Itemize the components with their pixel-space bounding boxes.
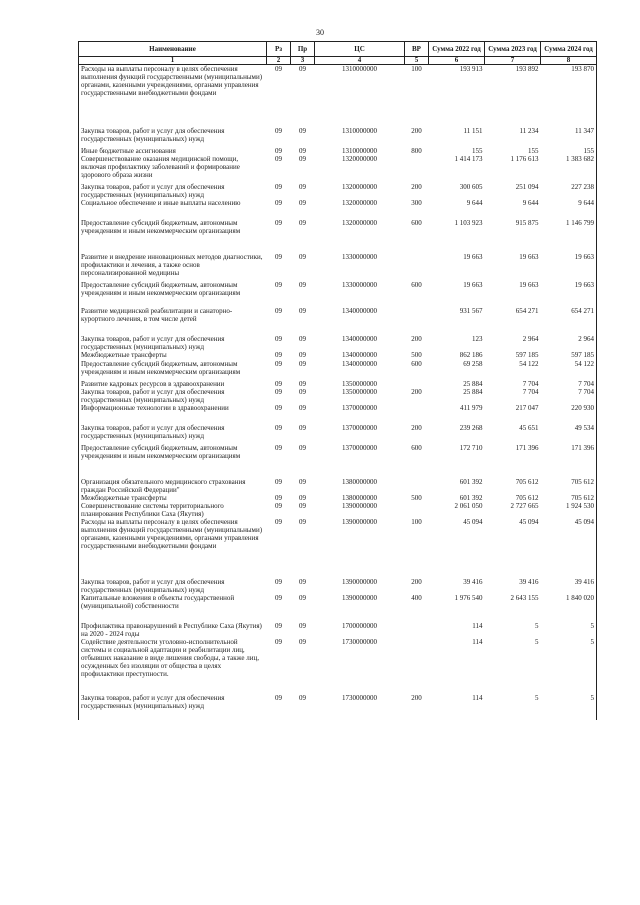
table-body bbox=[79, 65, 597, 720]
row-rz: 09 bbox=[275, 146, 282, 155]
row-sum-2024: 5 bbox=[541, 694, 597, 720]
row-sum-2022: 1 976 540 bbox=[454, 593, 483, 602]
row-pr: 09 bbox=[299, 146, 306, 155]
table-row bbox=[79, 478, 597, 494]
row-sum-2023: 19 663 bbox=[519, 252, 539, 261]
row-sum-2024: 1 924 530 bbox=[541, 502, 597, 518]
row-name: Закупка товаров, работ и услуг для обеспечения государственных (муниципальных) нужд bbox=[79, 127, 267, 147]
row-vr bbox=[405, 307, 429, 335]
row-sum-2022: 69 258 bbox=[463, 359, 483, 368]
table-row bbox=[79, 335, 597, 351]
row-rz: 09 bbox=[275, 182, 282, 191]
row-name: Предоставление субсидий бюджетным, автономным учреждениям и иным некоммерческим организациям bbox=[79, 219, 267, 253]
column-index: 3 bbox=[291, 57, 315, 65]
row-sum-2024: 7 704 bbox=[541, 388, 597, 404]
table-row bbox=[79, 199, 597, 219]
row-name: Информационные технологии в здравоохранении bbox=[79, 404, 267, 424]
header-sum-2024: Сумма 2024 год bbox=[541, 42, 597, 57]
row-cs: 1370000000 bbox=[342, 403, 377, 412]
row-sum-2024: 2 964 bbox=[541, 335, 597, 351]
page-number: 30 bbox=[316, 28, 324, 37]
row-rz: 09 bbox=[275, 218, 282, 227]
row-cs: 1340000000 bbox=[342, 334, 377, 343]
row-sum-2023: 2 964 bbox=[522, 334, 539, 343]
row-vr bbox=[405, 155, 429, 183]
row-vr: 200 bbox=[411, 577, 422, 586]
row-name: Предоставление субсидий бюджетным, автономным учреждениям и иным некоммерческим организациям bbox=[79, 444, 267, 478]
row-pr: 09 bbox=[299, 306, 306, 315]
row-sum-2024: 193 870 bbox=[541, 65, 597, 127]
row-sum-2023: 19 663 bbox=[519, 280, 539, 289]
row-name: Социальное обеспечение и иные выплаты населению bbox=[79, 199, 267, 219]
row-cs: 1730000000 bbox=[342, 693, 377, 702]
row-sum-2023: 171 396 bbox=[515, 443, 539, 452]
row-vr bbox=[405, 404, 429, 424]
row-sum-2024: 5 bbox=[541, 638, 597, 694]
table-row bbox=[79, 253, 597, 281]
row-pr: 09 bbox=[299, 693, 306, 702]
table-row bbox=[79, 578, 597, 594]
row-cs: 1320000000 bbox=[342, 198, 377, 207]
row-pr: 09 bbox=[299, 517, 306, 526]
row-rz: 09 bbox=[275, 334, 282, 343]
row-vr: 600 bbox=[411, 359, 422, 368]
row-sum-2023: 193 892 bbox=[515, 65, 539, 73]
row-pr: 09 bbox=[299, 423, 306, 432]
column-index: 4 bbox=[315, 57, 405, 65]
table-row bbox=[79, 424, 597, 444]
row-rz: 09 bbox=[275, 359, 282, 368]
table-row bbox=[79, 360, 597, 380]
column-index: 7 bbox=[485, 57, 541, 65]
row-sum-2024: 654 271 bbox=[541, 307, 597, 335]
row-cs: 1320000000 bbox=[342, 182, 377, 191]
row-rz: 09 bbox=[275, 443, 282, 452]
row-sum-2024: 155 bbox=[541, 147, 597, 155]
row-cs: 1320000000 bbox=[342, 218, 377, 227]
row-vr: 400 bbox=[411, 593, 422, 602]
row-vr bbox=[405, 478, 429, 494]
row-sum-2024: 227 238 bbox=[541, 183, 597, 199]
row-rz: 09 bbox=[275, 198, 282, 207]
row-sum-2022: 601 392 bbox=[459, 477, 483, 486]
row-pr: 09 bbox=[299, 252, 306, 261]
row-rz: 09 bbox=[275, 306, 282, 315]
row-sum-2024: 1 840 020 bbox=[541, 594, 597, 622]
row-cs: 1350000000 bbox=[342, 387, 377, 396]
row-cs: 1380000000 bbox=[342, 477, 377, 486]
row-sum-2022: 9 644 bbox=[466, 198, 483, 207]
table-row bbox=[79, 155, 597, 183]
row-sum-2024: 11 347 bbox=[541, 127, 597, 147]
row-sum-2022: 19 663 bbox=[463, 280, 483, 289]
row-sum-2022: 25 884 bbox=[463, 379, 483, 388]
row-cs: 1390000000 bbox=[342, 501, 377, 510]
row-pr: 09 bbox=[299, 334, 306, 343]
row-sum-2022: 601 392 bbox=[459, 493, 483, 502]
row-pr: 09 bbox=[299, 443, 306, 452]
row-sum-2023: 11 234 bbox=[519, 126, 539, 135]
column-index: 1 bbox=[79, 57, 267, 65]
row-sum-2022: 114 bbox=[472, 637, 483, 646]
row-name: Закупка товаров, работ и услуг для обеспечения государственных (муниципальных) нужд bbox=[79, 424, 267, 444]
row-vr: 200 bbox=[411, 182, 422, 191]
row-sum-2022: 123 bbox=[472, 334, 483, 343]
row-name: Содействие деятельности уголовно-исполнительной системы и социальной адаптации и реабилитации лиц, отбывших наказание в виде лишения свободы, а также лиц, осужденных без изоляции от общества в целях профилактики преступности. bbox=[79, 638, 267, 694]
row-name: Развитие медицинской реабилитации и санаторно-курортного лечения, в том числе детей bbox=[79, 307, 267, 335]
row-name: Профилактика правонарушений в Республике Саха (Якутия) на 2020 - 2024 годы bbox=[79, 622, 267, 638]
row-sum-2022: 11 151 bbox=[463, 126, 483, 135]
table-row bbox=[79, 183, 597, 199]
row-sum-2022: 239 268 bbox=[459, 423, 483, 432]
row-sum-2023: 5 bbox=[535, 621, 539, 630]
table-row bbox=[79, 444, 597, 478]
row-sum-2024: 597 185 bbox=[541, 351, 597, 360]
row-rz: 09 bbox=[275, 501, 282, 510]
row-cs: 1330000000 bbox=[342, 252, 377, 261]
row-name: Закупка товаров, работ и услуг для обеспечения государственных (муниципальных) нужд bbox=[79, 694, 267, 720]
row-sum-2024: 220 930 bbox=[541, 404, 597, 424]
row-sum-2024: 7 704 bbox=[541, 380, 597, 388]
row-sum-2023: 45 094 bbox=[519, 517, 539, 526]
table-row bbox=[79, 351, 597, 360]
row-vr: 200 bbox=[411, 693, 422, 702]
header-pr: Пр bbox=[291, 42, 315, 57]
row-name: Расходы на выплаты персоналу в целях обеспечения выполнения функций государственными (муниципальными) органами, казенными учреждениями, органами управления государственными внебюджетными фондами bbox=[79, 518, 267, 578]
table-row bbox=[79, 404, 597, 424]
row-sum-2022: 114 bbox=[472, 693, 483, 702]
row-sum-2022: 862 186 bbox=[459, 350, 483, 359]
row-name: Расходы на выплаты персоналу в целях обеспечения выполнения функций государственными (муниципальными) органами, казенными учреждениями, органами управления государственными внебюджетными фондами bbox=[79, 65, 267, 127]
row-vr: 200 bbox=[411, 126, 422, 135]
row-cs: 1730000000 bbox=[342, 637, 377, 646]
row-sum-2023: 54 122 bbox=[519, 359, 539, 368]
row-vr: 100 bbox=[411, 65, 422, 73]
table-row bbox=[79, 388, 597, 404]
row-rz: 09 bbox=[275, 65, 282, 73]
row-rz: 09 bbox=[275, 637, 282, 646]
row-cs: 1390000000 bbox=[342, 517, 377, 526]
row-vr: 300 bbox=[411, 198, 422, 207]
row-sum-2024: 39 416 bbox=[541, 578, 597, 594]
row-sum-2023: 2 643 155 bbox=[510, 593, 539, 602]
table-row bbox=[79, 594, 597, 622]
column-index: 2 bbox=[267, 57, 291, 65]
row-rz: 09 bbox=[275, 423, 282, 432]
row-cs: 1380000000 bbox=[342, 493, 377, 502]
row-cs: 1350000000 bbox=[342, 379, 377, 388]
row-vr: 500 bbox=[411, 493, 422, 502]
row-name: Закупка товаров, работ и услуг для обеспечения государственных (муниципальных) нужд bbox=[79, 388, 267, 404]
row-cs: 1340000000 bbox=[342, 306, 377, 315]
row-sum-2023: 705 612 bbox=[515, 493, 539, 502]
row-vr bbox=[405, 638, 429, 694]
row-vr: 600 bbox=[411, 443, 422, 452]
column-index: 5 bbox=[405, 57, 429, 65]
row-name: Закупка товаров, работ и услуг для обеспечения государственных (муниципальных) нужд bbox=[79, 183, 267, 199]
header-cs: ЦС bbox=[315, 42, 405, 57]
column-index-row bbox=[79, 57, 597, 65]
row-rz: 09 bbox=[275, 379, 282, 388]
row-sum-2023: 7 704 bbox=[522, 379, 539, 388]
row-pr: 09 bbox=[299, 621, 306, 630]
row-rz: 09 bbox=[275, 126, 282, 135]
row-name: Закупка товаров, работ и услуг для обеспечения государственных (муниципальных) нужд bbox=[79, 578, 267, 594]
row-name: Предоставление субсидий бюджетным, автономным учреждениям и иным некоммерческим организациям bbox=[79, 281, 267, 307]
row-sum-2022: 193 913 bbox=[459, 65, 483, 73]
row-pr: 09 bbox=[299, 198, 306, 207]
row-sum-2023: 1 176 613 bbox=[510, 154, 539, 163]
header-vr: ВР bbox=[405, 42, 429, 57]
row-rz: 09 bbox=[275, 477, 282, 486]
row-pr: 09 bbox=[299, 493, 306, 502]
row-sum-2022: 19 663 bbox=[463, 252, 483, 261]
row-pr: 09 bbox=[299, 182, 306, 191]
row-cs: 1340000000 bbox=[342, 359, 377, 368]
table-row bbox=[79, 65, 597, 127]
table-row bbox=[79, 127, 597, 147]
row-cs: 1310000000 bbox=[342, 65, 377, 73]
row-sum-2024: 171 396 bbox=[541, 444, 597, 478]
table-row bbox=[79, 518, 597, 578]
row-sum-2022: 155 bbox=[472, 146, 483, 155]
row-vr: 800 bbox=[411, 146, 422, 155]
row-rz: 09 bbox=[275, 350, 282, 359]
row-sum-2022: 1 103 923 bbox=[454, 218, 483, 227]
table-row bbox=[79, 281, 597, 307]
row-sum-2023: 7 704 bbox=[522, 387, 539, 396]
row-pr: 09 bbox=[299, 501, 306, 510]
row-sum-2023: 5 bbox=[535, 693, 539, 702]
row-rz: 09 bbox=[275, 252, 282, 261]
row-sum-2024: 49 534 bbox=[541, 424, 597, 444]
table-row bbox=[79, 694, 597, 720]
row-vr bbox=[405, 622, 429, 638]
row-vr: 100 bbox=[411, 517, 422, 526]
table-row bbox=[79, 147, 597, 155]
row-cs: 1330000000 bbox=[342, 280, 377, 289]
row-sum-2023: 705 612 bbox=[515, 477, 539, 486]
table-row bbox=[79, 307, 597, 335]
row-pr: 09 bbox=[299, 477, 306, 486]
row-sum-2024: 54 122 bbox=[541, 360, 597, 380]
row-name: Капитальные вложения в объекты государственной (муниципальной) собственности bbox=[79, 594, 267, 622]
row-cs: 1700000000 bbox=[342, 621, 377, 630]
row-sum-2023: 155 bbox=[528, 146, 539, 155]
row-sum-2022: 114 bbox=[472, 621, 483, 630]
row-sum-2022: 25 884 bbox=[463, 387, 483, 396]
header-sum-2023: Сумма 2023 год bbox=[485, 42, 541, 57]
row-sum-2022: 39 416 bbox=[463, 577, 483, 586]
row-sum-2024: 19 663 bbox=[541, 253, 597, 281]
row-sum-2023: 9 644 bbox=[522, 198, 539, 207]
table-row bbox=[79, 502, 597, 518]
row-name: Совершенствование оказания медицинской помощи, включая профилактику заболеваний и формирование здорового образа жизни bbox=[79, 155, 267, 183]
row-name: Развитие кадровых ресурсов в здравоохранении bbox=[79, 380, 267, 388]
row-sum-2023: 217 047 bbox=[515, 403, 539, 412]
row-sum-2024: 5 bbox=[541, 622, 597, 638]
row-pr: 09 bbox=[299, 387, 306, 396]
row-sum-2023: 915 875 bbox=[515, 218, 539, 227]
row-rz: 09 bbox=[275, 387, 282, 396]
row-vr: 500 bbox=[411, 350, 422, 359]
row-cs: 1310000000 bbox=[342, 126, 377, 135]
header-sum-2022: Сумма 2022 год bbox=[429, 42, 485, 57]
row-vr bbox=[405, 380, 429, 388]
row-cs: 1320000000 bbox=[342, 154, 377, 163]
row-pr: 09 bbox=[299, 637, 306, 646]
row-rz: 09 bbox=[275, 493, 282, 502]
row-cs: 1310000000 bbox=[342, 146, 377, 155]
row-pr: 09 bbox=[299, 154, 306, 163]
row-rz: 09 bbox=[275, 280, 282, 289]
row-sum-2022: 931 567 bbox=[459, 306, 483, 315]
row-vr: 200 bbox=[411, 423, 422, 432]
row-rz: 09 bbox=[275, 403, 282, 412]
header-name: Наименование bbox=[79, 42, 267, 57]
row-cs: 1390000000 bbox=[342, 593, 377, 602]
table-row bbox=[79, 622, 597, 638]
budget-table bbox=[78, 41, 597, 720]
row-cs: 1390000000 bbox=[342, 577, 377, 586]
row-name: Иные бюджетные ассигнования bbox=[79, 147, 267, 155]
row-sum-2023: 597 185 bbox=[515, 350, 539, 359]
row-vr bbox=[405, 502, 429, 518]
row-sum-2023: 654 271 bbox=[515, 306, 539, 315]
row-sum-2023: 45 651 bbox=[519, 423, 539, 432]
row-name: Совершенствование системы территориального планирования Республики Саха (Якутия) bbox=[79, 502, 267, 518]
row-pr: 09 bbox=[299, 403, 306, 412]
row-sum-2022: 300 605 bbox=[459, 182, 483, 191]
row-vr bbox=[405, 253, 429, 281]
row-pr: 09 bbox=[299, 218, 306, 227]
row-sum-2024: 19 663 bbox=[541, 281, 597, 307]
row-rz: 09 bbox=[275, 517, 282, 526]
row-sum-2024: 705 612 bbox=[541, 494, 597, 502]
table-row bbox=[79, 219, 597, 253]
row-pr: 09 bbox=[299, 577, 306, 586]
row-sum-2023: 2 727 665 bbox=[510, 501, 539, 510]
table-row bbox=[79, 638, 597, 694]
row-cs: 1370000000 bbox=[342, 423, 377, 432]
row-rz: 09 bbox=[275, 621, 282, 630]
row-vr: 200 bbox=[411, 387, 422, 396]
row-pr: 09 bbox=[299, 359, 306, 368]
row-rz: 09 bbox=[275, 693, 282, 702]
row-sum-2022: 1 414 173 bbox=[454, 154, 483, 163]
row-name: Межбюджетные трансферты bbox=[79, 351, 267, 360]
row-name: Межбюджетные трансферты bbox=[79, 494, 267, 502]
row-vr: 600 bbox=[411, 218, 422, 227]
row-sum-2022: 172 710 bbox=[459, 443, 483, 452]
row-sum-2023: 39 416 bbox=[519, 577, 539, 586]
row-vr: 600 bbox=[411, 280, 422, 289]
row-name: Закупка товаров, работ и услуг для обеспечения государственных (муниципальных) нужд bbox=[79, 335, 267, 351]
row-cs: 1370000000 bbox=[342, 443, 377, 452]
table-header-row bbox=[79, 42, 597, 57]
row-pr: 09 bbox=[299, 65, 306, 73]
row-sum-2024: 1 383 682 bbox=[541, 155, 597, 183]
row-name: Предоставление субсидий бюджетным, автономным учреждениям и иным некоммерческим организациям bbox=[79, 360, 267, 380]
row-sum-2022: 411 979 bbox=[460, 403, 483, 412]
row-sum-2024: 9 644 bbox=[541, 199, 597, 219]
row-rz: 09 bbox=[275, 154, 282, 163]
row-pr: 09 bbox=[299, 350, 306, 359]
row-pr: 09 bbox=[299, 593, 306, 602]
row-pr: 09 bbox=[299, 280, 306, 289]
row-sum-2023: 251 094 bbox=[515, 182, 539, 191]
table-row bbox=[79, 380, 597, 388]
row-sum-2024: 45 094 bbox=[541, 518, 597, 578]
row-sum-2023: 5 bbox=[535, 637, 539, 646]
row-rz: 09 bbox=[275, 593, 282, 602]
row-cs: 1340000000 bbox=[342, 350, 377, 359]
column-index: 8 bbox=[541, 57, 597, 65]
column-index: 6 bbox=[429, 57, 485, 65]
row-pr: 09 bbox=[299, 379, 306, 388]
header-rz: Рз bbox=[267, 42, 291, 57]
row-pr: 09 bbox=[299, 126, 306, 135]
row-sum-2022: 2 061 050 bbox=[454, 501, 483, 510]
row-sum-2024: 705 612 bbox=[541, 478, 597, 494]
row-sum-2022: 45 094 bbox=[463, 517, 483, 526]
row-name: Развитие и внедрение инновационных методов диагностики, профилактики и лечения, а также основ персонализированной медицины bbox=[79, 253, 267, 281]
row-name: Организация обязательного медицинского страхования граждан Российской Федерации" bbox=[79, 478, 267, 494]
row-rz: 09 bbox=[275, 577, 282, 586]
row-sum-2024: 1 146 799 bbox=[541, 219, 597, 253]
row-vr: 200 bbox=[411, 334, 422, 343]
table-row bbox=[79, 494, 597, 502]
